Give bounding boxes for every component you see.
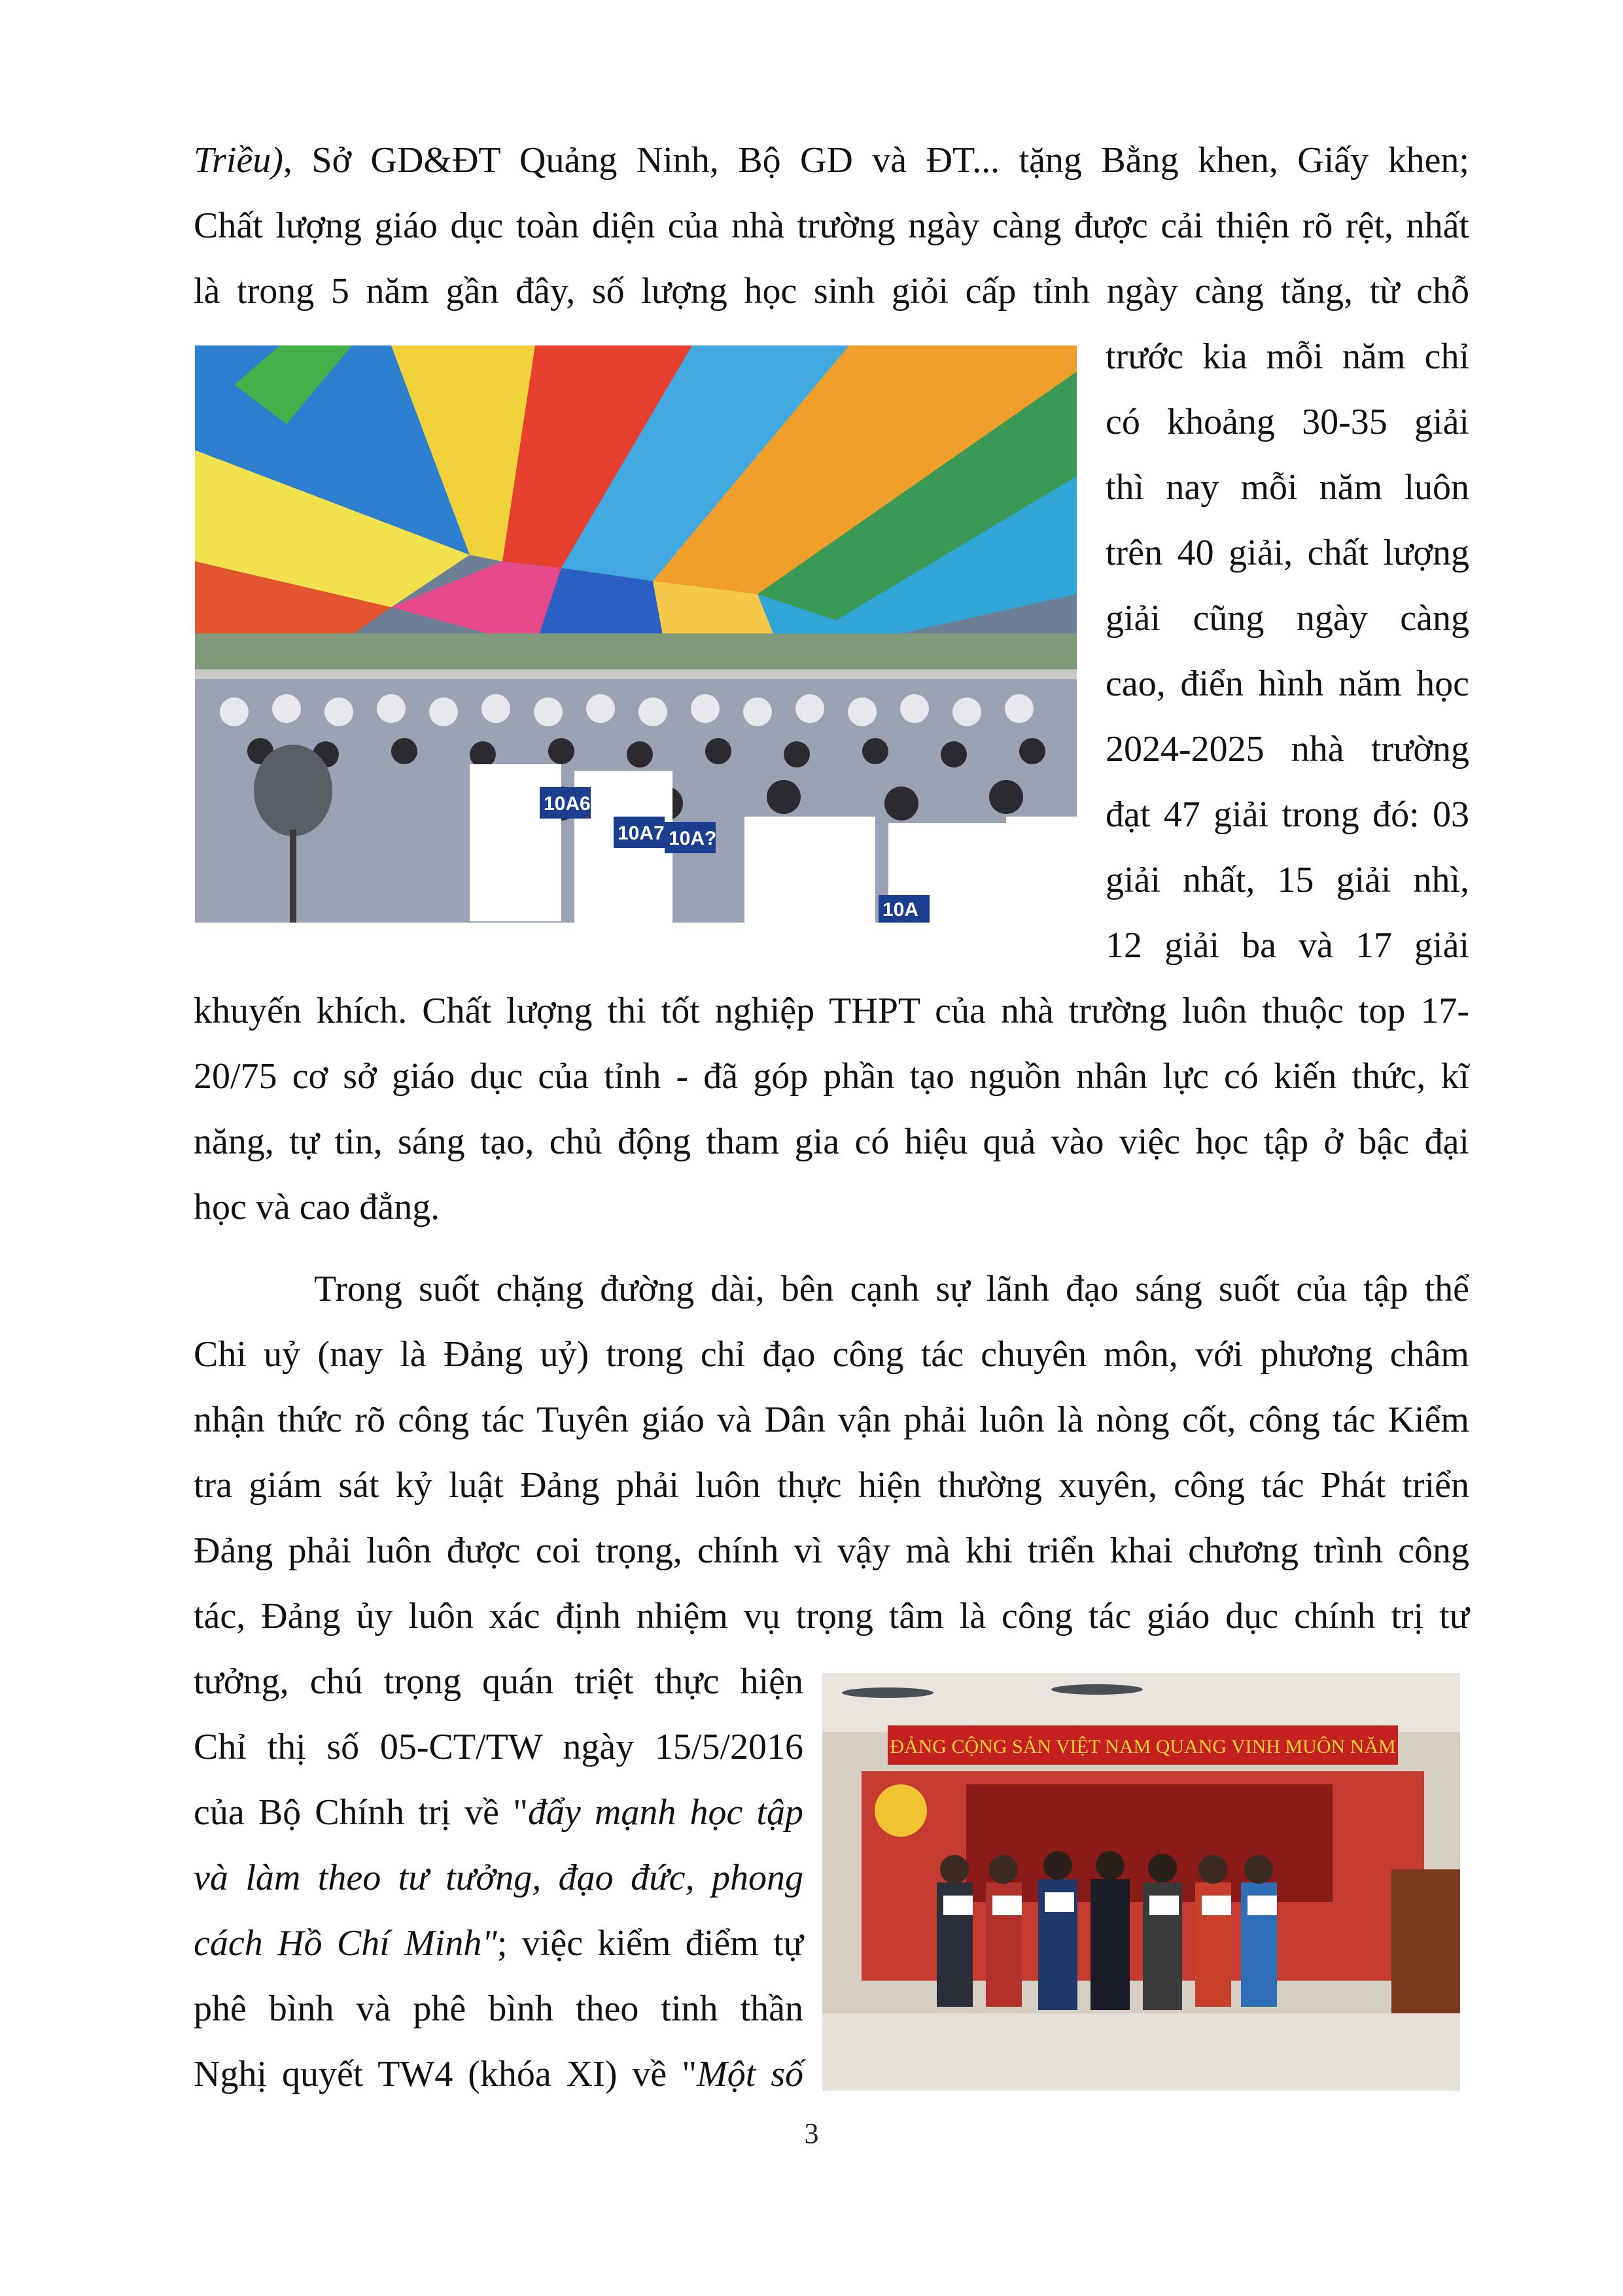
text-run: Chất lượng giáo dục toàn diện của nhà trường ngày càng được cải thiện rõ rệt, nhất	[194, 205, 1469, 246]
text-line: giải nhất, 15 giải nhì,	[1106, 860, 1469, 900]
text-line: trước kia mỗi năm chỉ	[1106, 336, 1469, 377]
text-line: có khoảng 30-35 giải	[1106, 402, 1469, 442]
class-sign-4: 10A	[882, 899, 919, 921]
text-line: giải cũng ngày càng	[1106, 598, 1469, 639]
class-sign-2: 10A7	[618, 822, 665, 844]
text-run: đẩy mạnh học tập	[527, 1792, 804, 1833]
text-line: nhận thức rõ công tác Tuyên giáo và Dân vận phải luôn là nòng cốt, công tác Kiểm	[194, 1400, 1469, 1440]
text-line	[194, 128, 1469, 193]
text-line: tác, Đảng ủy luôn xác định nhiệm vụ trọng tâm là công tác giáo dục chính trị tư	[194, 1596, 1469, 1636]
text-run: phê bình và phê bình theo tinh thần	[194, 1988, 803, 2029]
text-line	[194, 193, 1469, 258]
text-line: 20/75 cơ sở giáo dục của tỉnh - đã góp phần tạo nguồn nhân lực có kiến thức, kĩ	[194, 1056, 1469, 1097]
text-line: Đảng phải luôn được coi trọng, chính vì vậy mà khi triển khai chương trình công	[194, 1530, 1469, 1571]
text-line: trên 40 giải, chất lượng	[1106, 533, 1469, 573]
text-run: cách Hồ Chí Minh"	[194, 1923, 497, 1964]
text-line	[194, 258, 1469, 324]
text-line	[194, 1845, 803, 1911]
text-line: tra giám sát kỷ luật Đảng phải luôn thực hiện thường xuyên, công tác Phát triển	[194, 1465, 1469, 1506]
text-run: Triều)	[194, 140, 283, 181]
assembly-photo	[195, 345, 1077, 923]
text-run: và làm theo tư tưởng, đạo đức, phong	[194, 1858, 803, 1898]
text-run: Nghị quyết TW4 (khóa XI) về "	[194, 2054, 697, 2094]
text-line	[194, 1649, 803, 1714]
text-line	[194, 1976, 803, 2041]
text-run: , Sở GD&ĐT Quảng Ninh, Bộ GD và ĐT... tặng Bằng khen, Giấy khen;	[283, 140, 1469, 181]
text-line: khuyến khích. Chất lượng thi tốt nghiệp THPT của nhà trường luôn thuộc top 17-	[194, 991, 1469, 1031]
class-sign-1: 10A6	[544, 793, 591, 815]
text-line: Trong suốt chặng đường dài, bên cạnh sự lãnh đạo sáng suốt của tập thể	[314, 1269, 1469, 1309]
text-line: đạt 47 giải trong đó: 03	[1106, 794, 1469, 835]
text-run: ; việc kiểm điểm tự	[497, 1923, 803, 1964]
text-line: năng, tự tin, sáng tạo, chủ động tham gia có hiệu quả vào việc học tập ở bậc đại	[194, 1122, 1469, 1162]
text-run: của Bộ Chính trị về "	[194, 1792, 528, 1833]
text-run: là trong 5 năm gần đây, số lượng học sinh giỏi cấp tỉnh ngày càng tăng, từ chỗ	[194, 271, 1469, 311]
text-run: tưởng, chú trọng quán triệt thực hiện	[194, 1661, 803, 1702]
page-number: 3	[804, 2117, 819, 2149]
text-line: thì nay mỗi năm luôn	[1106, 467, 1469, 508]
text-line: 12 giải ba và 17 giải	[1106, 925, 1469, 966]
text-line: 2024-2025 nhà trường	[1106, 729, 1469, 769]
text-line	[194, 1714, 803, 1780]
text-line	[194, 1780, 803, 1845]
ceremony-banner-text: ĐẢNG CỘNG SẢN VIỆT NAM QUANG VINH MUÔN NĂM	[890, 1736, 1396, 1757]
ceremony-photo	[822, 1673, 1460, 2091]
text-line	[194, 1911, 803, 1976]
text-line: Chi uỷ (nay là Đảng uỷ) trong chỉ đạo công tác chuyên môn, với phương châm	[194, 1334, 1469, 1375]
class-sign-3: 10A?	[669, 828, 717, 849]
text-run: Một số	[697, 2054, 804, 2094]
text-line	[194, 2041, 803, 2107]
text-line: cao, điển hình năm học	[1106, 663, 1469, 704]
text-run: Chỉ thị số 05-CT/TW ngày 15/5/2016	[194, 1727, 803, 1767]
text-line: học và cao đẳng.	[194, 1187, 440, 1227]
